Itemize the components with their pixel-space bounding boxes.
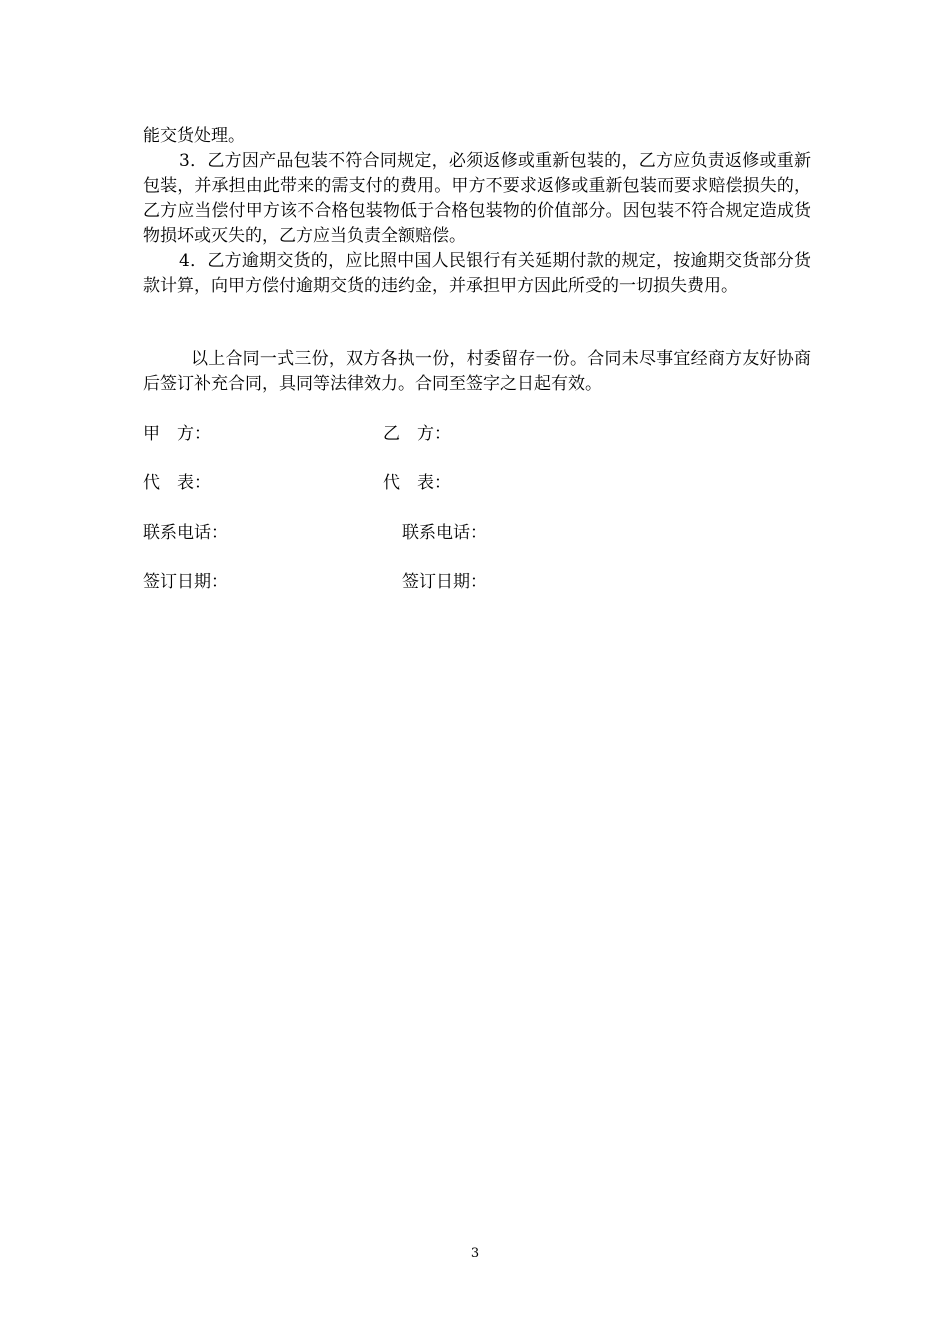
party-b-representative-label: 代 表： xyxy=(383,473,451,493)
party-a-representative-label: 代 表： xyxy=(143,473,211,493)
party-a-date-label: 签订日期： xyxy=(143,572,228,592)
party-b-phone-label: 联系电话： xyxy=(402,523,487,543)
clause-4-paragraph: 4．乙方逾期交货的，应比照中国人民银行有关延期付款的规定，按逾期交货部分货款计算，向甲方偿付逾期交货的违约金，并承担甲方因此所受的一切损失费用。 xyxy=(143,251,811,296)
party-a-phone-label: 联系电话： xyxy=(143,523,228,543)
paragraph-continuation: 能交货处理。 xyxy=(143,126,245,146)
party-b-date-label: 签订日期： xyxy=(402,572,487,592)
clause-3-paragraph: 3．乙方因产品包装不符合同规定，必须返修或重新包装的，乙方应负责返修或重新包装，并承担由此带来的需支付的费用。甲方不要求返修或重新包装而要求赔偿损失的，乙方应当偿付甲方该不合格包装物低于合格包装物的价值部分。因包装不符合规定造成货物损坏或灭失的，乙方应当负责全额赔偿。 xyxy=(143,151,811,246)
party-b-label: 乙 方： xyxy=(383,424,451,444)
party-a-label: 甲 方： xyxy=(143,424,211,444)
page-number: 3 xyxy=(470,1246,480,1261)
closing-paragraph: 以上合同一式三份，双方各执一份，村委留存一份。合同未尽事宜经商方友好协商后签订补充合同，具同等法律效力。合同至签字之日起有效。 xyxy=(143,349,811,394)
